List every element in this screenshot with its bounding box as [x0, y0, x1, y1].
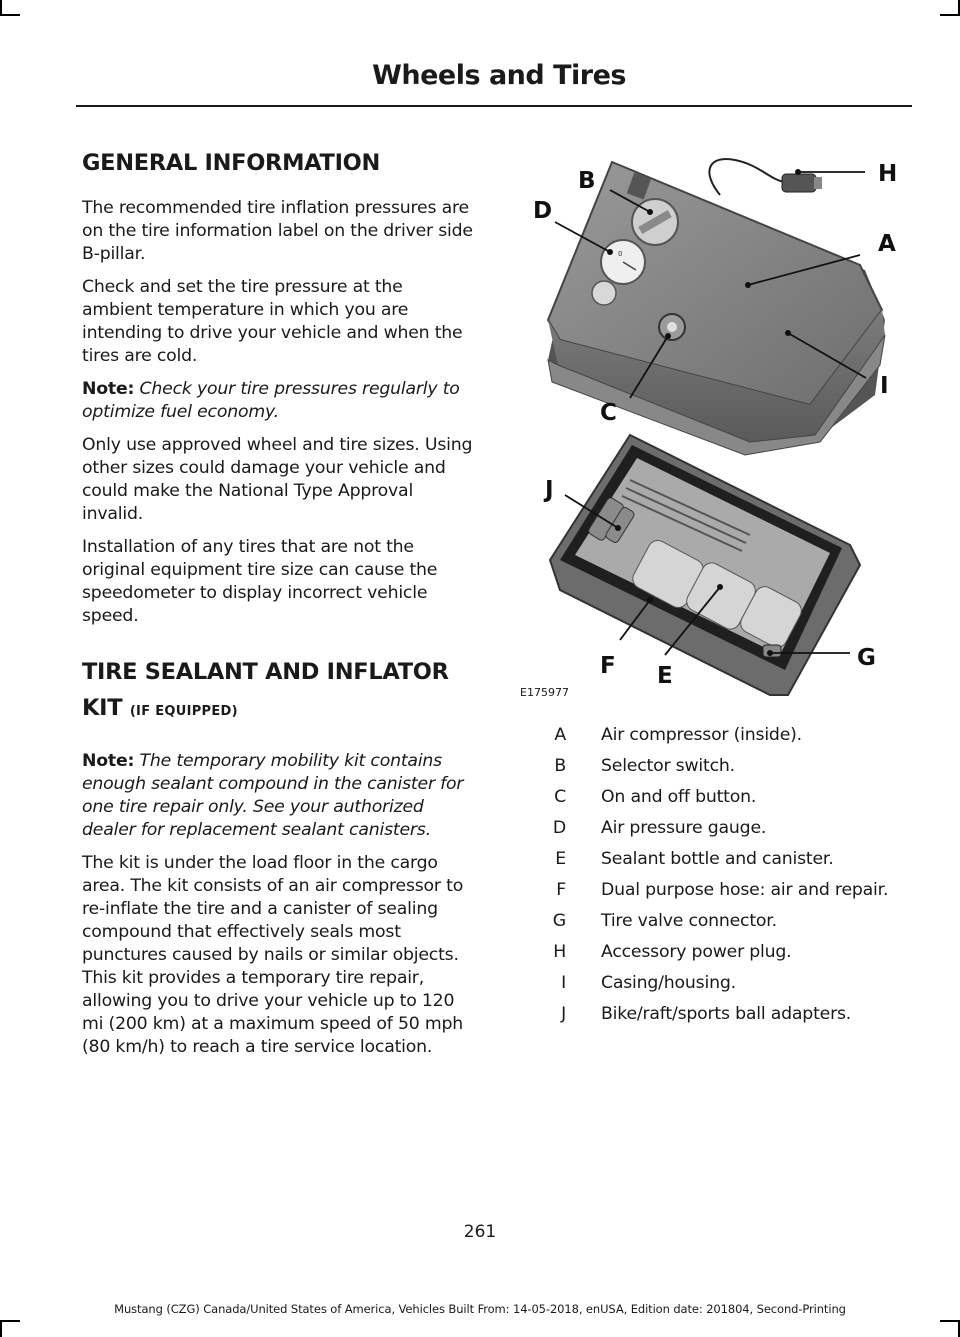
- heading-suffix: (IF EQUIPPED): [129, 704, 238, 719]
- crop-mark: [0, 1322, 2, 1337]
- callout-g: G: [857, 645, 876, 671]
- callout-j: J: [545, 477, 554, 503]
- legend-key: B: [554, 756, 566, 776]
- callout-b: B: [578, 168, 596, 194]
- heading-line: TIRE SEALANT AND INFLATOR: [82, 659, 449, 685]
- left-column: [82, 145, 478, 1069]
- legend-row: [520, 817, 920, 840]
- legend-key: H: [553, 942, 566, 962]
- legend-row: [520, 879, 920, 902]
- page-title: Wheels and Tires: [372, 60, 626, 91]
- paragraph: The recommended tire inflation pressures are on the tire information label on the driver side B-pillar.: [82, 198, 473, 264]
- crop-mark: [940, 14, 960, 16]
- legend-key: G: [552, 911, 566, 931]
- callout-c: C: [600, 400, 617, 426]
- crop-mark: [0, 0, 2, 14]
- legend-row: [520, 1003, 920, 1026]
- note-label: Note:: [82, 379, 135, 399]
- legend-key: J: [561, 1004, 566, 1024]
- callout-a: A: [878, 231, 896, 257]
- gauge-dial-text: 0: [618, 250, 623, 258]
- crop-mark: [0, 14, 20, 16]
- callout-h: H: [878, 161, 898, 187]
- note: [82, 378, 478, 424]
- legend-desc: Air pressure gauge.: [601, 818, 767, 838]
- legend-row: [520, 972, 920, 995]
- callout-i: I: [880, 373, 889, 399]
- legend-row: [520, 755, 920, 778]
- legend-row: [520, 724, 920, 747]
- legend-desc: On and off button.: [601, 787, 757, 807]
- sealant-tray: [550, 435, 860, 695]
- legend-key: A: [554, 725, 566, 745]
- legend-key: I: [561, 973, 566, 993]
- note-text: Check your tire pressures regularly to optimize fuel economy.: [82, 379, 460, 422]
- legend-row: [520, 786, 920, 809]
- note: [82, 750, 478, 842]
- legend-row: [520, 848, 920, 871]
- legend-desc: Tire valve connector.: [601, 911, 777, 931]
- figure-id: E175977: [520, 686, 569, 699]
- legend-row: [520, 941, 920, 964]
- inflator-kit-illustration: [520, 150, 920, 700]
- legend-key: F: [556, 880, 566, 900]
- callout-f: F: [600, 653, 616, 679]
- callout-e: E: [657, 663, 673, 689]
- legend-desc: Casing/housing.: [601, 973, 736, 993]
- legend-desc: Air compressor (inside).: [601, 725, 802, 745]
- crop-mark: [0, 1320, 20, 1322]
- page-footer: Mustang (CZG) Canada/United States of America, Vehicles Built From: 14-05-2018, enUSA, Edition date: 201804, Second-Printing: [114, 1302, 846, 1316]
- note-label: Note:: [82, 751, 135, 771]
- legend-row: [520, 910, 920, 933]
- paragraph: Only use approved wheel and tire sizes. Using other sizes could damage your vehicle and could make the National Type Approval invalid.: [82, 435, 473, 524]
- heading-line: KIT: [82, 695, 123, 721]
- paragraph: Check and set the tire pressure at the ambient temperature in which you are intending to drive your vehicle and when the tires are cold.: [82, 277, 463, 366]
- figure-legend: [520, 724, 920, 1034]
- page-number: 261: [463, 1222, 497, 1242]
- compressor-unit: [548, 159, 885, 455]
- paragraph: Installation of any tires that are not the original equipment tire size can cause the speedometer to display incorrect vehicle speed.: [82, 537, 438, 626]
- crop-mark: [940, 1320, 960, 1322]
- legend-key: D: [552, 818, 566, 838]
- section-heading-sealant-kit: [82, 654, 478, 730]
- header-divider: [76, 105, 912, 107]
- section-heading-general: GENERAL INFORMATION: [82, 150, 381, 176]
- note-text: The temporary mobility kit contains enough sealant compound in the canister for one tire repair only. See your authorized dealer for replacement sealant canisters.: [82, 751, 464, 840]
- legend-key: E: [555, 849, 566, 869]
- legend-desc: Bike/raft/sports ball adapters.: [601, 1004, 852, 1024]
- legend-desc: Selector switch.: [601, 756, 735, 776]
- paragraph: The kit is under the load floor in the cargo area. The kit consists of an air compressor to re-inflate the tire and a canister of sealing compound that effectively seals most punctures caused by nails or similar objects. This kit provides a temporary tire repair, allowing you to drive your vehicle up to 120 mi (200 km) at a maximum speed of 50 mph (80 km/h) to reach a tire service location.: [82, 853, 464, 1057]
- callout-d: D: [533, 198, 553, 224]
- legend-key: C: [554, 787, 566, 807]
- legend-desc: Accessory power plug.: [601, 942, 792, 962]
- legend-desc: Dual purpose hose: air and repair.: [601, 880, 889, 900]
- legend-desc: Sealant bottle and canister.: [601, 849, 834, 869]
